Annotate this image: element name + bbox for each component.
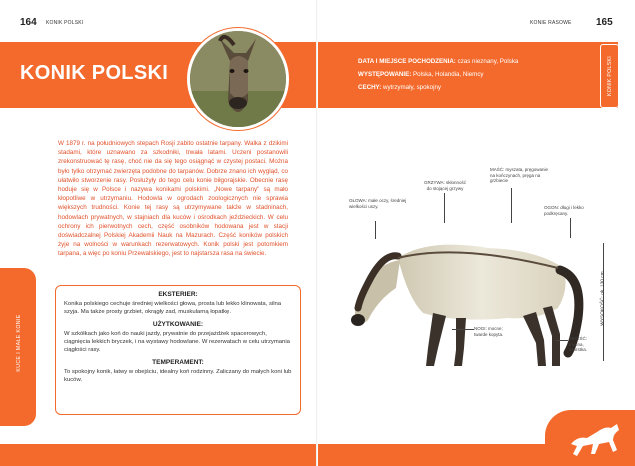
left-page [0, 0, 317, 466]
horse-portrait-image [190, 31, 286, 127]
annotation-head-line [375, 221, 376, 239]
traits-label: CECHY: [358, 84, 382, 91]
running-head-left: KONIK POLSKI [46, 20, 84, 26]
annotation-tail: OGON: długi i lekko podkręcany. [544, 205, 584, 216]
traits-value: wytrzymały, spokojny [383, 84, 441, 91]
page-title: KONIK POLSKI [20, 62, 169, 84]
usage-text: W szkółkach jako koń do nauki jazdy, prywatnie do przejażdżek spacerowych, ciągnięcia lekkich bryczek, i na wystawy hodowlane. W rezerwatach w celu utrzymania ciągłości rasy. [64, 331, 290, 353]
breed-side-tab [600, 44, 619, 108]
running-head-right: KONIE RASOWE [530, 20, 572, 26]
annotation-coat-line [556, 340, 568, 341]
annotation-legs-line [452, 329, 474, 330]
annotation-head: GŁOWA: małe oczy, średniej wielkości uszy. [349, 198, 407, 209]
occurrence-row [358, 68, 518, 81]
section-side-tab [0, 268, 36, 426]
annotation-withers-line [511, 188, 512, 223]
exterior-text: Konika polskiego cechuje średniej wielkości głowa, prosta lub lekko klinowata, silna szyja. Ma także prosty grzbiet, okrągły zad, muskularną łopatkę. [64, 301, 282, 315]
annotation-coat: SIERŚĆ: mocna, szorstka. [569, 336, 588, 353]
height-label: WYSOKOŚĆ: ok. 130 cm [600, 271, 606, 326]
temperament-heading: TEMPERAMENT: [152, 359, 204, 366]
temperament-text: To spokojny konik, łatwy w obejściu, idealny koń rodzinny. Zaliczany do małych koni lub kuców. [64, 369, 292, 383]
origin-row [358, 55, 518, 68]
annotation-tail-line [570, 218, 571, 238]
occurrence-label: WYSTĘPOWANIE: [358, 71, 412, 78]
section-side-tab-label: KUCE I MAŁE KONIE [16, 314, 22, 372]
annotation-legs: NOGI: mocne; twarde kopyta. [474, 326, 504, 337]
horse-portrait-photo [187, 28, 289, 130]
page-number-left: 164 [20, 17, 37, 28]
breed-facts [358, 55, 518, 94]
annotation-withers: MAŚĆ: myszata, pręgowanie na kończynach, pręga na grzbiecie [490, 167, 549, 184]
exterior-heading: EKSTERIER: [158, 291, 198, 298]
occurrence-value: Polska, Holandia, Niemcy [413, 71, 484, 78]
corner-tab [545, 410, 635, 466]
traits-row [358, 81, 518, 94]
origin-value: czas nieznany, Polska [457, 58, 519, 65]
breed-side-tab-label: KONIK POLSKI [607, 56, 613, 96]
bottom-band-left [0, 444, 317, 466]
usage-heading: UŻYTKOWANIE: [152, 321, 204, 328]
annotation-mane: GRZYWA: skłonność do stojącej grzywy [423, 180, 467, 191]
annotation-mane-line [444, 193, 445, 223]
page-number-right: 165 [596, 17, 613, 28]
breed-info-box [55, 285, 301, 415]
origin-label: DATA I MIEJSCE POCHODZENIA: [358, 58, 456, 65]
running-horse-icon [567, 420, 627, 460]
horse-illustration [338, 228, 588, 373]
intro-paragraph: W 1879 r. na południowych stepach Rosji zabito ostatnie tarpany. Walka z dzikimi stadami, które uznawano za szkodniki, trwała latami. Uczeni postanowili zrekonstruować tę rasę, choć nie da się tego osiągnąć w czystej postaci. Można było tylko otrzymać zwierzęta podobne do tarpanów. Dobrze znano ich wygląd, co ułatwiło stworzenie rasy. Posłużyły do tego celu konie biłgorajskie. Obecnie rasę hoduje się w Polsce i nazywa konikami polskimi. „Nowe tarpany" są mało kłopotliwe w utrzymaniu. Hodowla w ogrodach zoologicznych nie sprawia większych trudności. Konie tej rasy są utrzymywane także w stadninach, hodowlach prywatnych, w stajniach dla kuców i ośrodkach jeździeckich. W celu ochrony ich pierwotnych cech, część osobników hodowana jest w stacji doświadczalnej Polskiej Akademii Nauk na Mazurach. Część koników polskich żyje na wolności w warunkach rezerwatowych. Konik polski jest potomkiem tarpana, a więc po koniu Przewalskiego, jest to najstarsza rasa na świecie. [58, 140, 288, 258]
